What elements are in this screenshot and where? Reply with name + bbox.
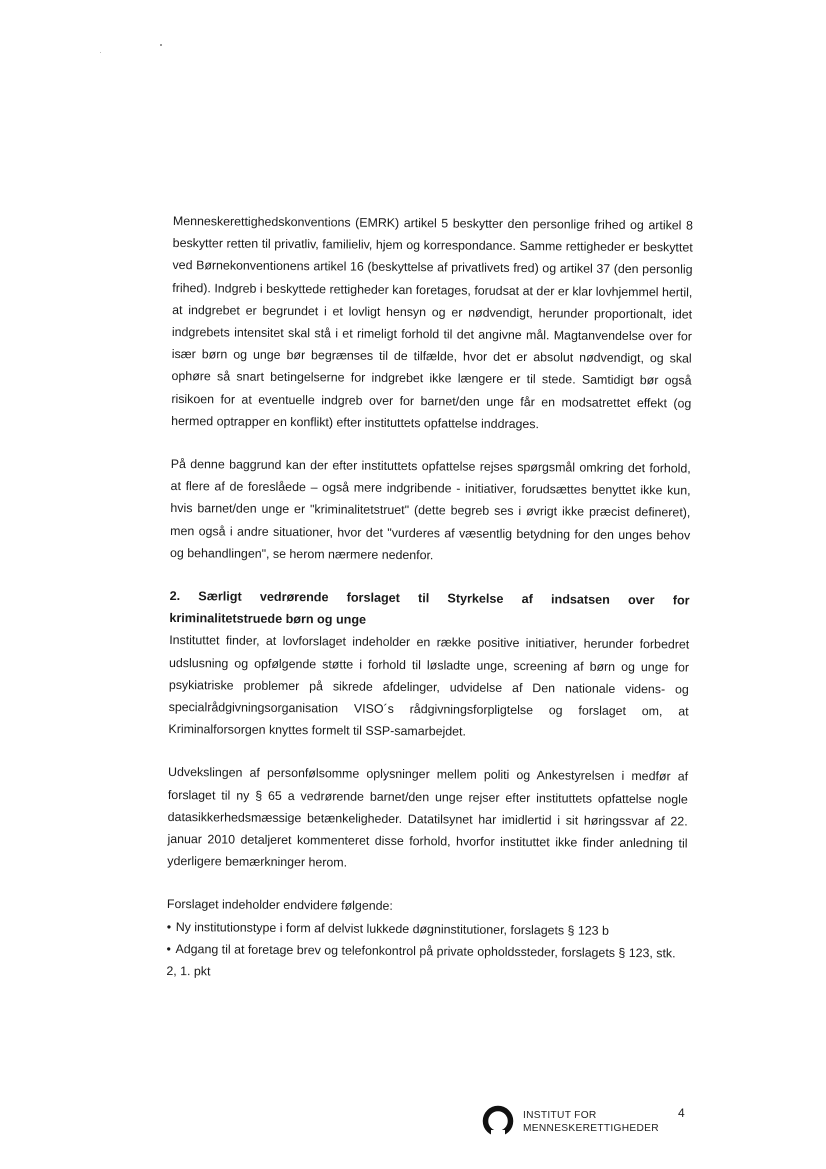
org-name-line2: MENNESKERETTIGHEDER [523,1123,659,1134]
heading-word: forslaget [346,590,400,606]
list-item: • Adgang til at foretage brev og telefonkontrol på private opholdssteder, forslagets § 123, stk. 2, 1. pkt [166,938,686,987]
org-name-line1: INSTITUT FOR [523,1110,597,1121]
document-body [166,210,693,987]
heading-word: vedrørende [259,589,329,605]
list-intro: Forslaget indeholder endvidere følgende: [166,897,393,914]
heading-word: Styrkelse [447,591,504,606]
paragraph-baggrund: På denne baggrund kan der efter instituttets opfattelse rejses spørgsmål omkring det forhold, at flere af de foreslåede – også mere indgribende - initiativer, forudsættes benyttet ikke kun, hvis barnet/den unge er "kriminalitetstruet" (dette begreb ses i øvrigt ikke præcist defineret), men også i andre situationer, hvor det "vurderes af væsentlig betydning for den unges behov og behandlingen", se herom nærmere nedenfor. [169,457,691,563]
heading-number: 2. [169,589,181,604]
section-heading [169,585,689,634]
page-footer [482,1103,702,1143]
list-item: • Ny institutionstype i form af delvist lukkede døgninstitutioner, forslagets § 123 b [167,916,687,943]
heading-word: til [417,591,430,606]
heading-word: af [521,592,533,607]
bullet-icon: • [166,941,171,956]
paragraph-emrk: Menneskerettighedskonventions (EMRK) artikel 5 beskytter den personlige frihed og artikel 8 beskytter retten til privatliv, familieliv, hjem og korrespondance. Samme rettigheder er beskyttet ved Børnekonventionens artikel 16 (beskyttelse af privatlivets fred) og artikel 37 (den personlig frihed). Indgreb i beskyttede rettigheder kan foretages, forudsat at der er klar lovhjemmel hertil, at indgrebet er begrundet i et lovligt hensyn og er nødvendigt, herunder proportionalt, idet indgrebets intensitet skal stå i et rimeligt forhold til det angivne mål. Magtanvendelse over for især børn og unge bør begrænses til de tilfælde, hvor det er absolut nødvendigt, og skal ophøre så snart betingelserne for indgrebet ikke længere er til stede. Samtidigt bør også risikoen for at eventuelle indgreb over for barnet/den unge får en modsatrettet effekt (og hermed optrapper en konflikt) efter instituttets opfattelse inddrages. [171,213,693,432]
institute-ring-logo-icon [482,1105,514,1137]
proposal-list [166,916,687,987]
paragraph-data-exchange: Udvekslingen af personfølsomme oplysninger mellem politi og Ankestyrelsen i medfør af forslaget til ny § 65 a vedrørende barnet/den unge rejser efter instituttets opfattelse nogle datasikkerhedsmæssige betænkeligheder. Datatilsynet har imidlertid i sit høringssvar af 22. januar 2010 detaljeret kommenteret disse forhold, hvorfor instituttet ikke finder anledning til yderligere bemærkninger herom. [167,765,689,870]
scan-speck [100,52,101,53]
heading-word: over [627,593,655,608]
heading-word: indsatsen [550,592,610,607]
section-heading-line2: kriminalitetstruede børn og unge [169,611,367,627]
page-number: 4 [678,1106,685,1120]
scan-speck [160,44,162,46]
heading-word: for [672,593,690,608]
bullet-icon: • [166,919,172,934]
paragraph-positive-initiatives: Instituttet finder, at lovforslaget indeholder en række positive initiativer, herunder forbedret udslusning og opfølgende støtte i forhold til løsladte unge, screening af børn og unge for psykiatriske problemer på sikrede afdelinger, udvidelse af Den nationale videns- og specialrådgivningsorganisation VISO´s rådgivningsforpligtelse og forslaget om, at Kriminalforsorgen knyttes formelt til SSP-samarbejdet. [168,633,690,739]
heading-word: Særligt [198,589,242,604]
